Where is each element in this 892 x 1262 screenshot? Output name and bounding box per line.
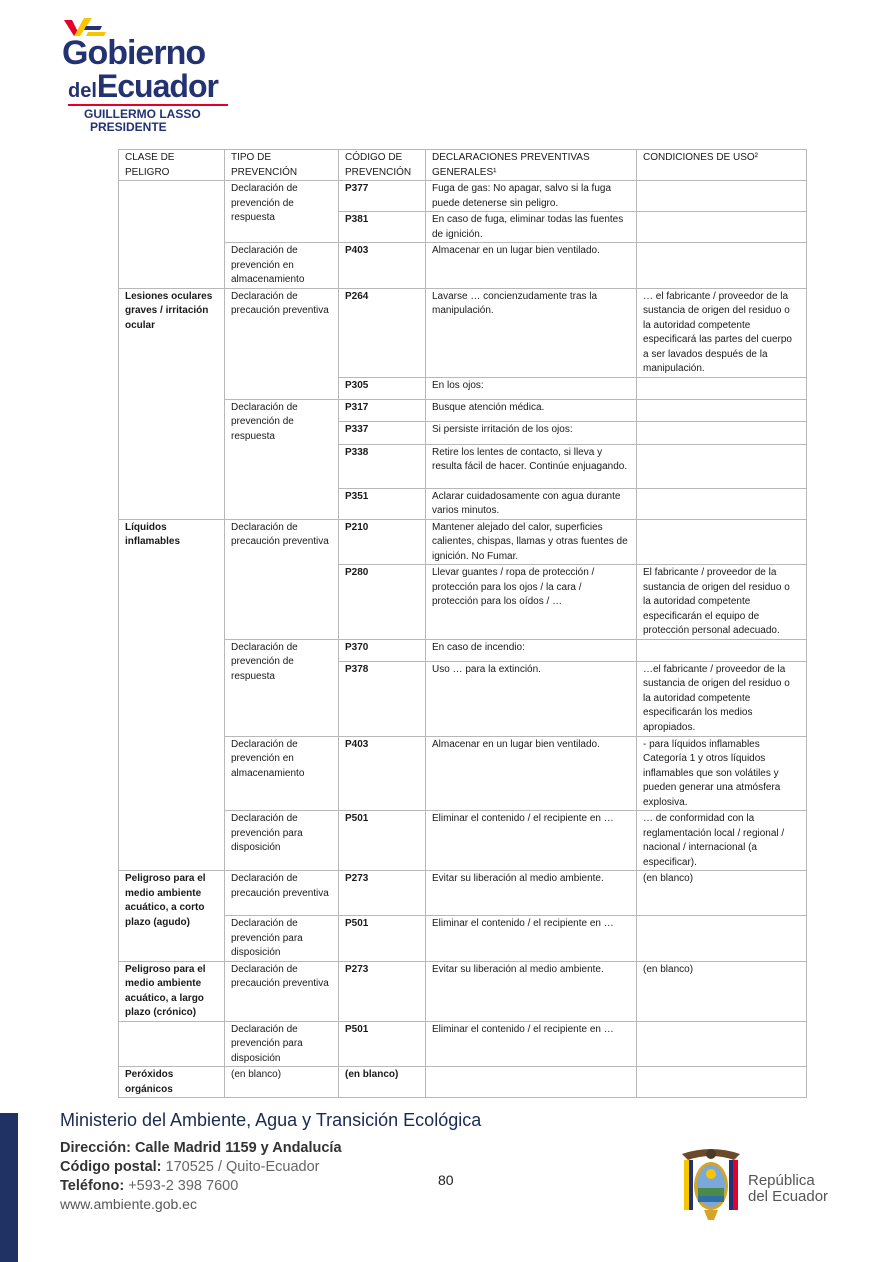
cell-code: P210: [339, 519, 426, 565]
cell-code: P351: [339, 488, 426, 519]
cell-code: P377: [339, 181, 426, 212]
cell-declaration: Lavarse … concienzudamente tras la manipulación.: [426, 288, 637, 377]
table-row: [119, 519, 807, 565]
header-codigo: CÓDIGO DE PREVENCIÓN: [339, 150, 426, 181]
cell-condition: [637, 444, 807, 488]
cell-declaration: Uso … para la extinción.: [426, 661, 637, 736]
cell-tipo: Declaración de prevención para disposición: [225, 1021, 339, 1067]
cell-condition: [637, 212, 807, 243]
footer-address: Dirección: Calle Madrid 1159 y Andalucía: [60, 1140, 342, 1156]
cell-declaration: En caso de fuga, eliminar todas las fuentes de ignición.: [426, 212, 637, 243]
cell-clase-empty: [119, 1021, 225, 1067]
cell-code: P305: [339, 377, 426, 399]
cell-declaration: En los ojos:: [426, 377, 637, 399]
cell-condition: …el fabricante / proveedor de la sustancia de origen del residuo o la autoridad competente especificarán los medios apropiados.: [637, 661, 807, 736]
cell-tipo: Declaración de precaución preventiva: [225, 871, 339, 916]
cell-declaration: Eliminar el contenido / el recipiente en …: [426, 811, 637, 871]
cell-tipo: Declaración de prevención en almacenamiento: [225, 243, 339, 289]
cell-code: P378: [339, 661, 426, 736]
logo-gobierno: Gobierno: [62, 34, 206, 72]
cell-declaration: Busque atención médica.: [426, 399, 637, 421]
cell-condition: [637, 916, 807, 962]
cell-declaration: Eliminar el contenido / el recipiente en …: [426, 916, 637, 962]
ministry-name: Ministerio del Ambiente, Agua y Transición Ecológica: [60, 1110, 482, 1130]
cell-declaration: Eliminar el contenido / el recipiente en …: [426, 1021, 637, 1067]
cell-condition: [637, 377, 807, 399]
cell-clase: Peligroso para el medio ambiente acuático, a largo plazo (crónico): [119, 961, 225, 1021]
cell-declaration: [426, 1067, 637, 1098]
cell-tipo: Declaración de prevención de respuesta: [225, 639, 339, 736]
cell-code: P501: [339, 916, 426, 962]
cell-code: P501: [339, 1021, 426, 1067]
cell-tipo: Declaración de precaución preventiva: [225, 961, 339, 1021]
precaution-table: [118, 149, 807, 1098]
cell-declaration: Evitar su liberación al medio ambiente.: [426, 871, 637, 916]
cell-clase: Lesiones oculares graves / irritación ocular: [119, 288, 225, 519]
cell-condition: [637, 1021, 807, 1067]
cell-code: P273: [339, 961, 426, 1021]
cell-tipo: Declaración de prevención en almacenamiento: [225, 736, 339, 811]
cell-tipo: (en blanco): [225, 1067, 339, 1098]
cell-declaration: En caso de incendio:: [426, 639, 637, 661]
table-row: [119, 871, 807, 916]
cell-declaration: Mantener alejado del calor, superficies calientes, chispas, llamas y otras fuentes de ignición. No Fumar.: [426, 519, 637, 565]
table-header-row: [119, 150, 807, 181]
cell-condition: [637, 639, 807, 661]
table-row: [119, 1067, 807, 1098]
republica-del-ecuador: República del Ecuador: [748, 1172, 829, 1205]
header-declaraciones: DECLARACIONES PREVENTIVAS GENERALES¹: [426, 150, 637, 181]
footer-phone: Teléfono: +593-2 398 7600: [60, 1178, 239, 1194]
logo-president-title: PRESIDENTE: [90, 120, 167, 134]
cell-clase-empty: [119, 181, 225, 289]
cell-tipo: Declaración de precaución preventiva: [225, 288, 339, 399]
cell-code: P338: [339, 444, 426, 488]
cell-tipo: Declaración de prevención para disposición: [225, 916, 339, 962]
footer: [60, 1110, 481, 1212]
page-number: 80: [438, 1172, 454, 1188]
cell-code: (en blanco): [339, 1067, 426, 1098]
cell-tipo: Declaración de prevención para disposición: [225, 811, 339, 871]
cell-code: P264: [339, 288, 426, 377]
logo-president-name: GUILLERMO LASSO: [84, 107, 201, 121]
cell-tipo: Declaración de precaución preventiva: [225, 519, 339, 639]
cell-code: P337: [339, 421, 426, 444]
cell-declaration: Almacenar en un lugar bien ventilado.: [426, 736, 637, 811]
cell-code: P273: [339, 871, 426, 916]
cell-condition: [637, 488, 807, 519]
cell-clase: Peligroso para el medio ambiente acuático, a corto plazo (agudo): [119, 871, 225, 962]
cell-condition: (en blanco): [637, 871, 807, 916]
cell-declaration: Fuga de gas: No apagar, salvo si la fuga puede detenerse sin peligro.: [426, 181, 637, 212]
header-clase: CLASE DE PELIGRO: [119, 150, 225, 181]
logo-del-ecuador: delEcuador: [68, 68, 218, 104]
cell-condition: … de conformidad con la reglamentación local / regional / nacional / internacional (a especificar).: [637, 811, 807, 871]
cell-code: P381: [339, 212, 426, 243]
cell-condition: [637, 519, 807, 565]
footer-postal: Código postal: 170525 / Quito-Ecuador: [60, 1159, 320, 1175]
cell-code: P317: [339, 399, 426, 421]
cell-code: P403: [339, 243, 426, 289]
cell-declaration: Llevar guantes / ropa de protección / protección para los ojos / la cara / protección para los oídos / …: [426, 565, 637, 640]
table-row: [119, 961, 807, 1021]
cell-clase: Peróxidos orgánicos: [119, 1067, 225, 1098]
cell-condition: … el fabricante / proveedor de la sustancia de origen del residuo o la autoridad competente especificará las partes del cuerpo a ser lavados después de la manipulación.: [637, 288, 807, 377]
cell-code: P501: [339, 811, 426, 871]
cell-declaration: Si persiste irritación de los ojos:: [426, 421, 637, 444]
cell-condition: [637, 181, 807, 212]
table-row: [119, 1021, 807, 1067]
cell-condition: [637, 243, 807, 289]
cell-declaration: Evitar su liberación al medio ambiente.: [426, 961, 637, 1021]
cell-condition: El fabricante / proveedor de la sustancia de origen del residuo o la autoridad competente especificarán el equipo de protección personal adecuado.: [637, 565, 807, 640]
coat-of-arms-icon: [676, 1146, 746, 1224]
cell-code: P370: [339, 639, 426, 661]
cell-declaration: Aclarar cuidadosamente con agua durante varios minutos.: [426, 488, 637, 519]
cell-condition: - para líquidos inflamables Categoría 1 y otros líquidos inflamables que son volátiles y pueden generar una atmósfera explosiva.: [637, 736, 807, 811]
cell-code: P280: [339, 565, 426, 640]
footer-website[interactable]: www.ambiente.gob.ec: [60, 1196, 197, 1212]
table-row: [119, 288, 807, 377]
cell-condition: (en blanco): [637, 961, 807, 1021]
cell-condition: [637, 399, 807, 421]
cell-declaration: Retire los lentes de contacto, si lleva y resulta fácil de hacer. Continúe enjuagando.: [426, 444, 637, 488]
cell-declaration: Almacenar en un lugar bien ventilado.: [426, 243, 637, 289]
cell-tipo: Declaración de prevención de respuesta: [225, 181, 339, 243]
cell-clase: Líquidos inflamables: [119, 519, 225, 871]
cell-condition: [637, 1067, 807, 1098]
cell-condition: [637, 421, 807, 444]
cell-code: P403: [339, 736, 426, 811]
footer-side-bar: [0, 1113, 18, 1262]
header-tipo: TIPO DE PREVENCIÓN: [225, 150, 339, 181]
table-row: [119, 181, 807, 212]
logo-rule: [68, 104, 228, 106]
header-condiciones: CONDICIONES DE USO²: [637, 150, 807, 181]
gobierno-logo: [60, 16, 240, 136]
cell-tipo: Declaración de prevención de respuesta: [225, 399, 339, 519]
